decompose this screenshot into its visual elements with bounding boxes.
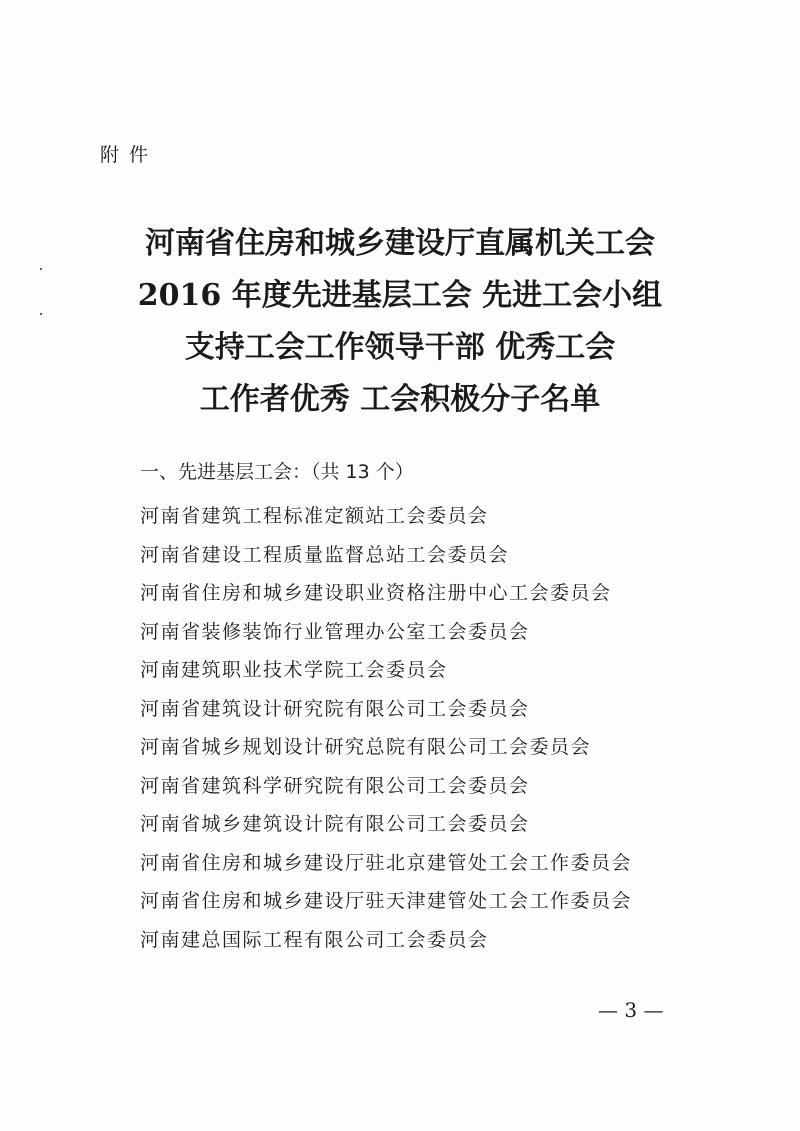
attachment-label: 附件 (100, 144, 159, 166)
list-item: 河南省城乡建筑设计院有限公司工会委员会 (140, 813, 530, 835)
list-item: 河南省建筑科学研究院有限公司工会委员会 (140, 774, 530, 797)
list-item: 河南省建设工程质量监督总站工会委员会 (140, 543, 510, 566)
organization-list (140, 497, 632, 959)
page-number: — 3 — (598, 998, 664, 1022)
list-item: 河南建筑职业技术学院工会委员会 (140, 659, 448, 681)
list-item: 河南省建筑工程标准定额站工会委员会 (140, 505, 489, 527)
list-item: 河南省建筑设计研究院有限公司工会委员会 (140, 697, 530, 720)
list-item: 河南省住房和城乡建设厅驻天津建管处工会工作委员会 (140, 890, 633, 912)
list-item: 河南建总国际工程有限公司工会委员会 (140, 928, 489, 951)
title-line: 工作者优秀 工会积极分子名单 (199, 382, 601, 417)
title-line: 河南省住房和城乡建设厅直属机关工会 (145, 226, 655, 261)
title-line: 支持工会工作领导干部 优秀工会 (184, 330, 616, 365)
list-item: 河南省住房和城乡建设职业资格注册中心工会委员会 (140, 582, 612, 604)
section-heading-advanced-grassroots-unions: 一、先进基层工会：（共 13 个） (140, 461, 414, 483)
list-item: 河南省住房和城乡建设厅驻北京建管处工会工作委员会 (140, 851, 633, 874)
title-line: 2016 年度先进基层工会 先进工会小组 (137, 278, 663, 313)
list-item: 河南省城乡规划设计研究总院有限公司工会委员会 (140, 736, 592, 758)
list-item: 河南省装修装饰行业管理办公室工会委员会 (140, 620, 530, 643)
document-title (0, 218, 800, 426)
